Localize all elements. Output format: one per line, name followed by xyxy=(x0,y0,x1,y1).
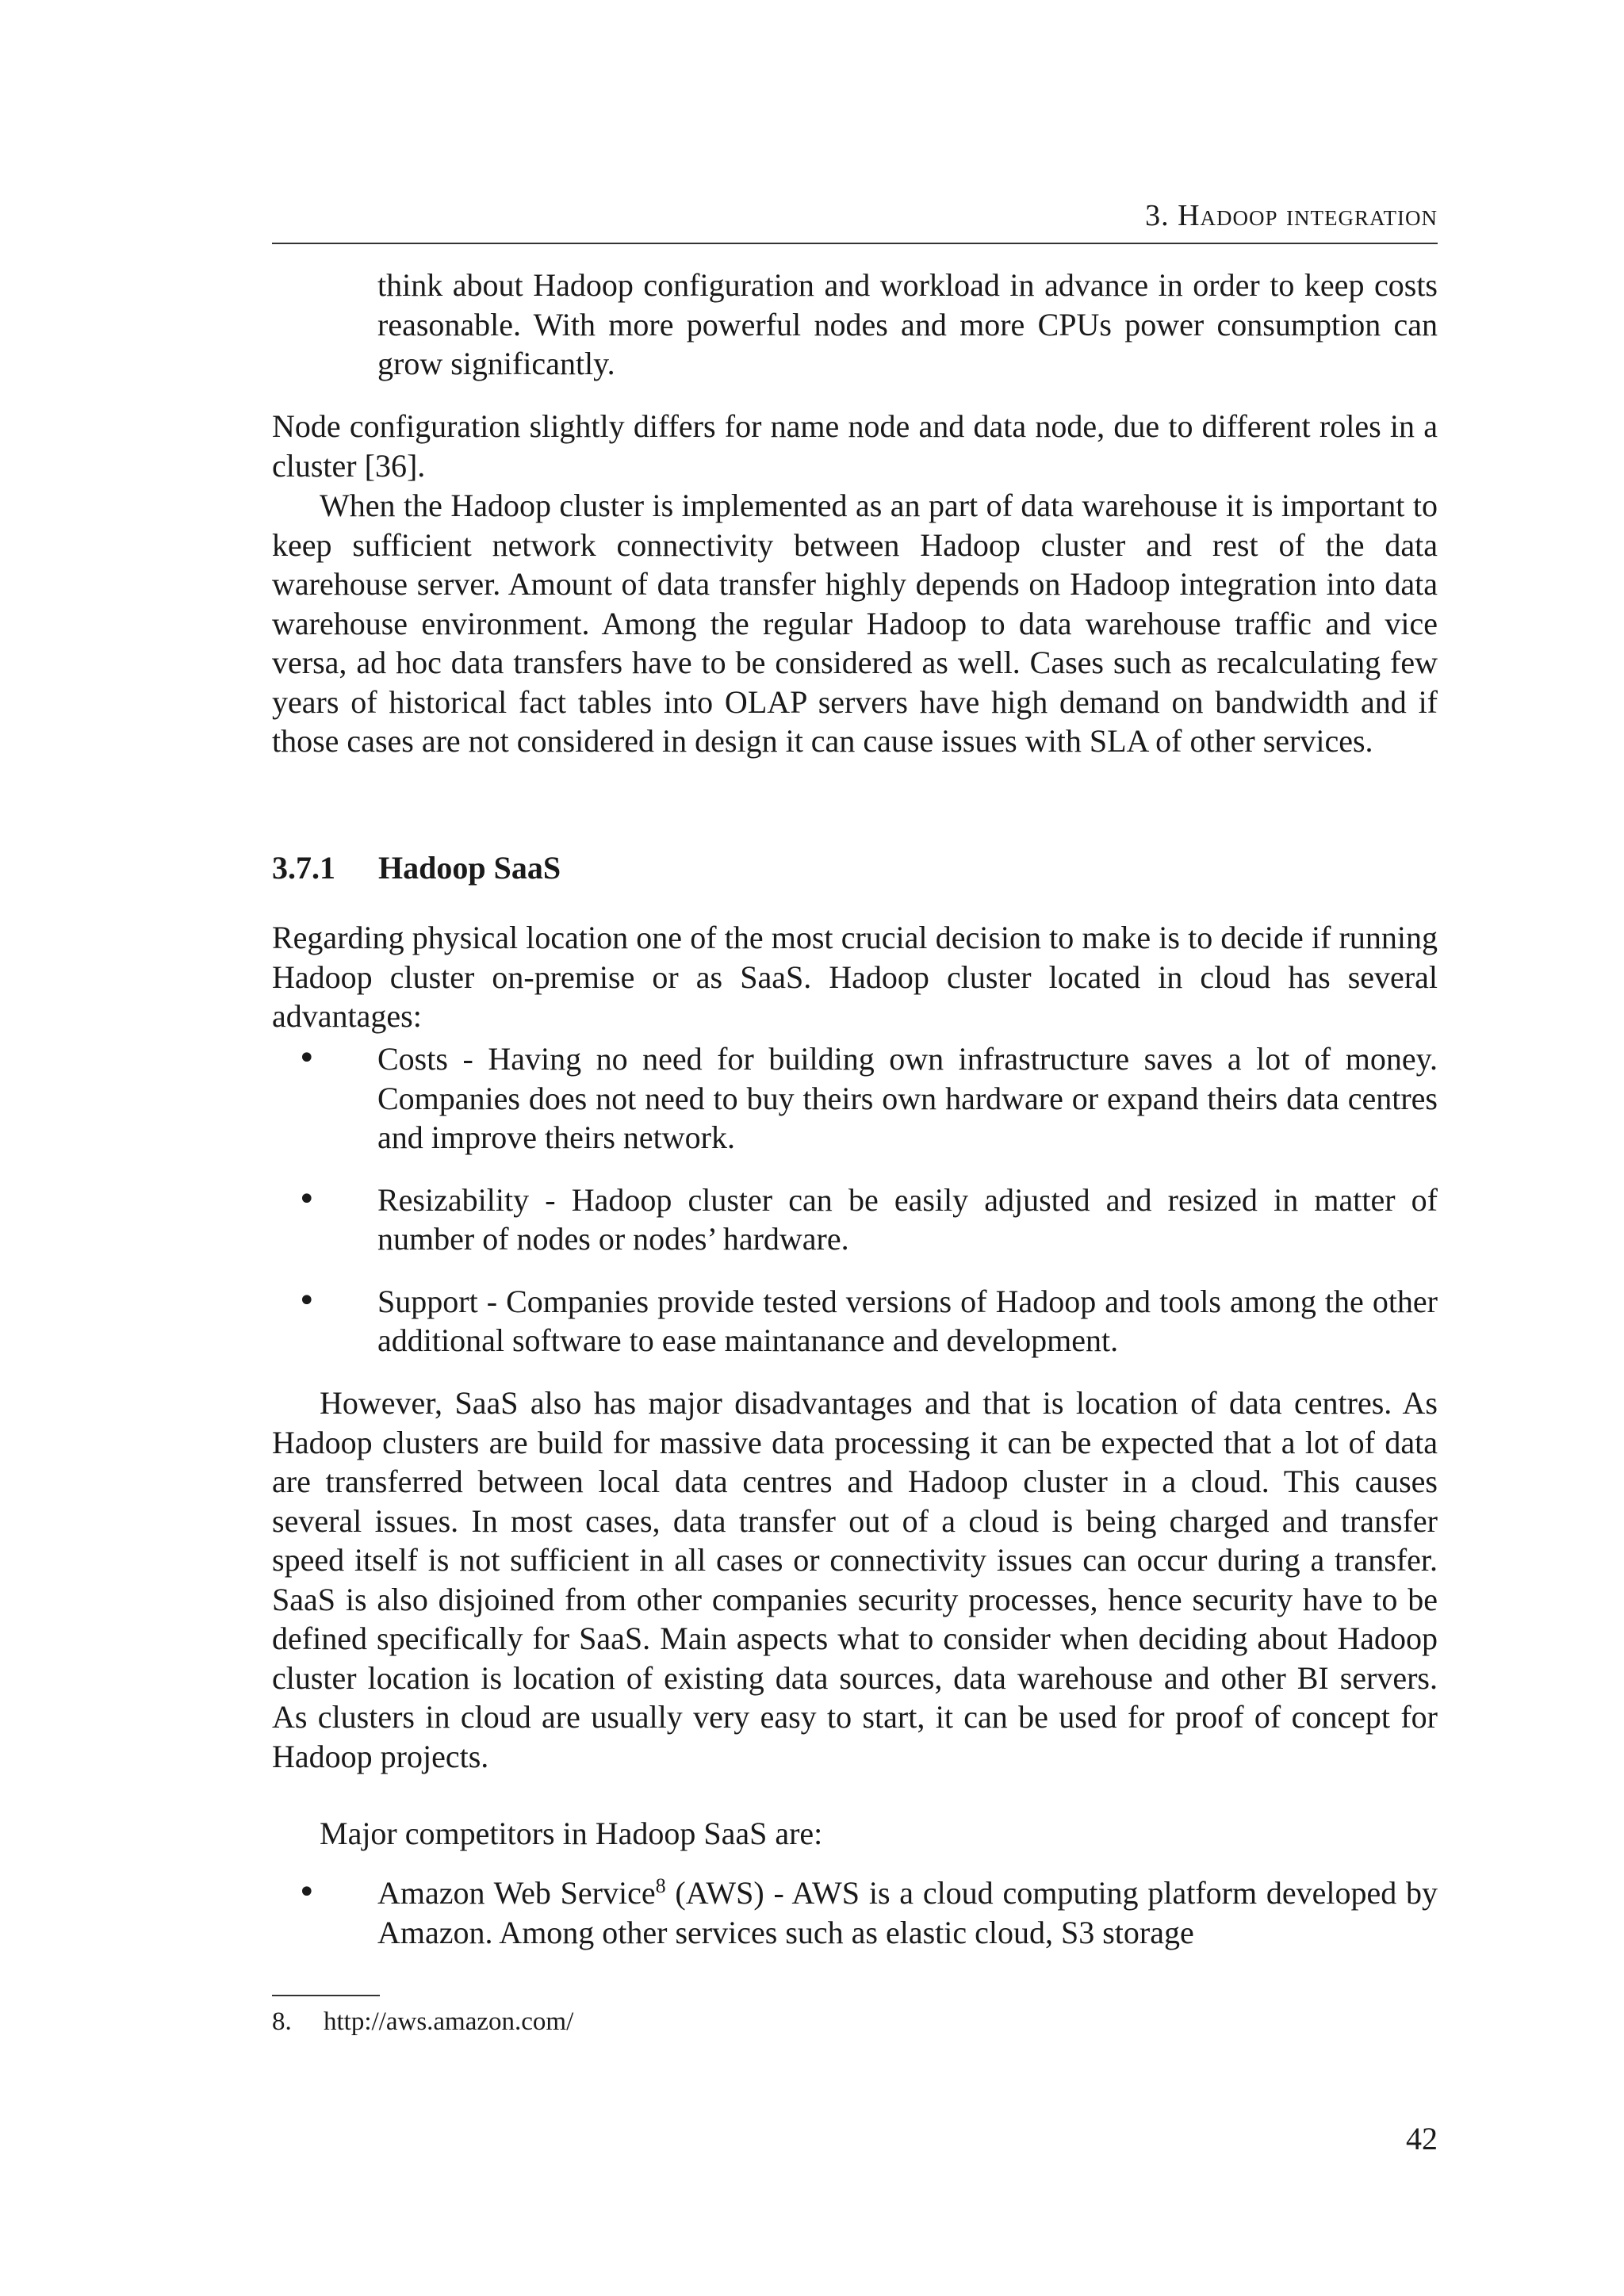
document-page xyxy=(272,197,1438,2226)
list-item xyxy=(272,1039,1438,1158)
footnote xyxy=(272,2006,573,2038)
competitor-description: (AWS) - AWS is a cloud computing platform developed by Amazon. Among other services such as elastic cloud, S3 storage xyxy=(377,1875,1438,1950)
footnote-divider xyxy=(272,1995,380,1996)
competitors-paragraph: Major competitors in Hadoop SaaS are: xyxy=(320,1816,823,1851)
list-item-text: Resizability - Hadoop cluster can be easily adjusted and resized in matter of number of nodes or nodes’ hardware. xyxy=(377,1181,1438,1257)
list-item-text: Support - Companies provide tested versions of Hadoop and tools among the other additional software to ease maintanance and development. xyxy=(377,1283,1438,1358)
section-heading xyxy=(272,848,561,888)
node-configuration-paragraph: Node configuration slightly differs for name node and data node, due to different roles in a cluster [36]. xyxy=(272,408,1438,484)
bullet-icon: • xyxy=(297,1040,316,1077)
disadvantages-paragraph: However, SaaS also has major disadvantages and that is location of data centres. As Hadoop clusters are build for massive data processing it can be expected that a lot of data are transferred between local data centres and Hadoop cluster in a cloud. This causes several issues. In most cases, data transfer out of a cloud is being charged and transfer speed itself is not sufficient in all cases or connectivity issues can occur during a transfer. SaaS is also disjoined from other companies security processes, hence security have to be defined specifically for SaaS. Main aspects what to consider when deciding about Hadoop cluster location is location of existing data sources, data warehouse and other BI servers. As clusters in cloud are usually very easy to start, it can be used for proof of concept for Hadoop projects. xyxy=(272,1385,1438,1774)
footnote-number: 8. xyxy=(272,2007,292,2036)
list-item-text: Costs - Having no need for building own infrastructure saves a lot of money. Companies does not need to buy theirs own hardware or expand theirs data centres and improve theirs network. xyxy=(377,1041,1438,1155)
network-connectivity-paragraph: When the Hadoop cluster is implemented as an part of data warehouse it is important to keep sufficient network connectivity between Hadoop cluster and rest of the data warehouse server. Amount of data transfer highly depends on Hadoop integration into data warehouse environment. Among the regular Hadoop to data warehouse traffic and vice versa, ad hoc data transfers have to be considered as well. Cases such as recalculating few years of historical fact tables into OLAP servers have high demand on bandwidth and if those cases are not considered in design it can cause issues with SLA of other services. xyxy=(272,488,1438,759)
running-head: 3. Hadoop integration xyxy=(272,197,1438,244)
competitor-name: Amazon Web Service xyxy=(377,1875,656,1911)
continuation-paragraph: think about Hadoop configuration and workload in advance in order to keep costs reasonable. With more powerful nodes and more CPUs power consumption can grow significantly. xyxy=(377,267,1438,381)
bullet-icon: • xyxy=(297,1282,316,1319)
bullet-icon: • xyxy=(297,1874,316,1911)
bullet-icon: • xyxy=(297,1181,316,1218)
section-number: 3.7.1 xyxy=(272,850,335,886)
footnote-mark[interactable]: 8 xyxy=(655,1874,666,1897)
footnote-url[interactable]: http://aws.amazon.com/ xyxy=(324,2007,574,2036)
page-number: 42 xyxy=(1406,2121,1438,2156)
list-item-text xyxy=(377,1873,1438,1952)
list-item xyxy=(272,1873,1438,1952)
physical-location-paragraph: Regarding physical location one of the most crucial decision to make is to decide if running Hadoop cluster on-premise or as SaaS. Hadoop cluster located in cloud has several advantages: xyxy=(272,920,1438,1034)
section-title: Hadoop SaaS xyxy=(378,850,561,886)
list-item xyxy=(272,1181,1438,1259)
competitors-list xyxy=(272,1873,1438,1952)
advantages-list xyxy=(272,1039,1438,1360)
list-item xyxy=(272,1282,1438,1360)
